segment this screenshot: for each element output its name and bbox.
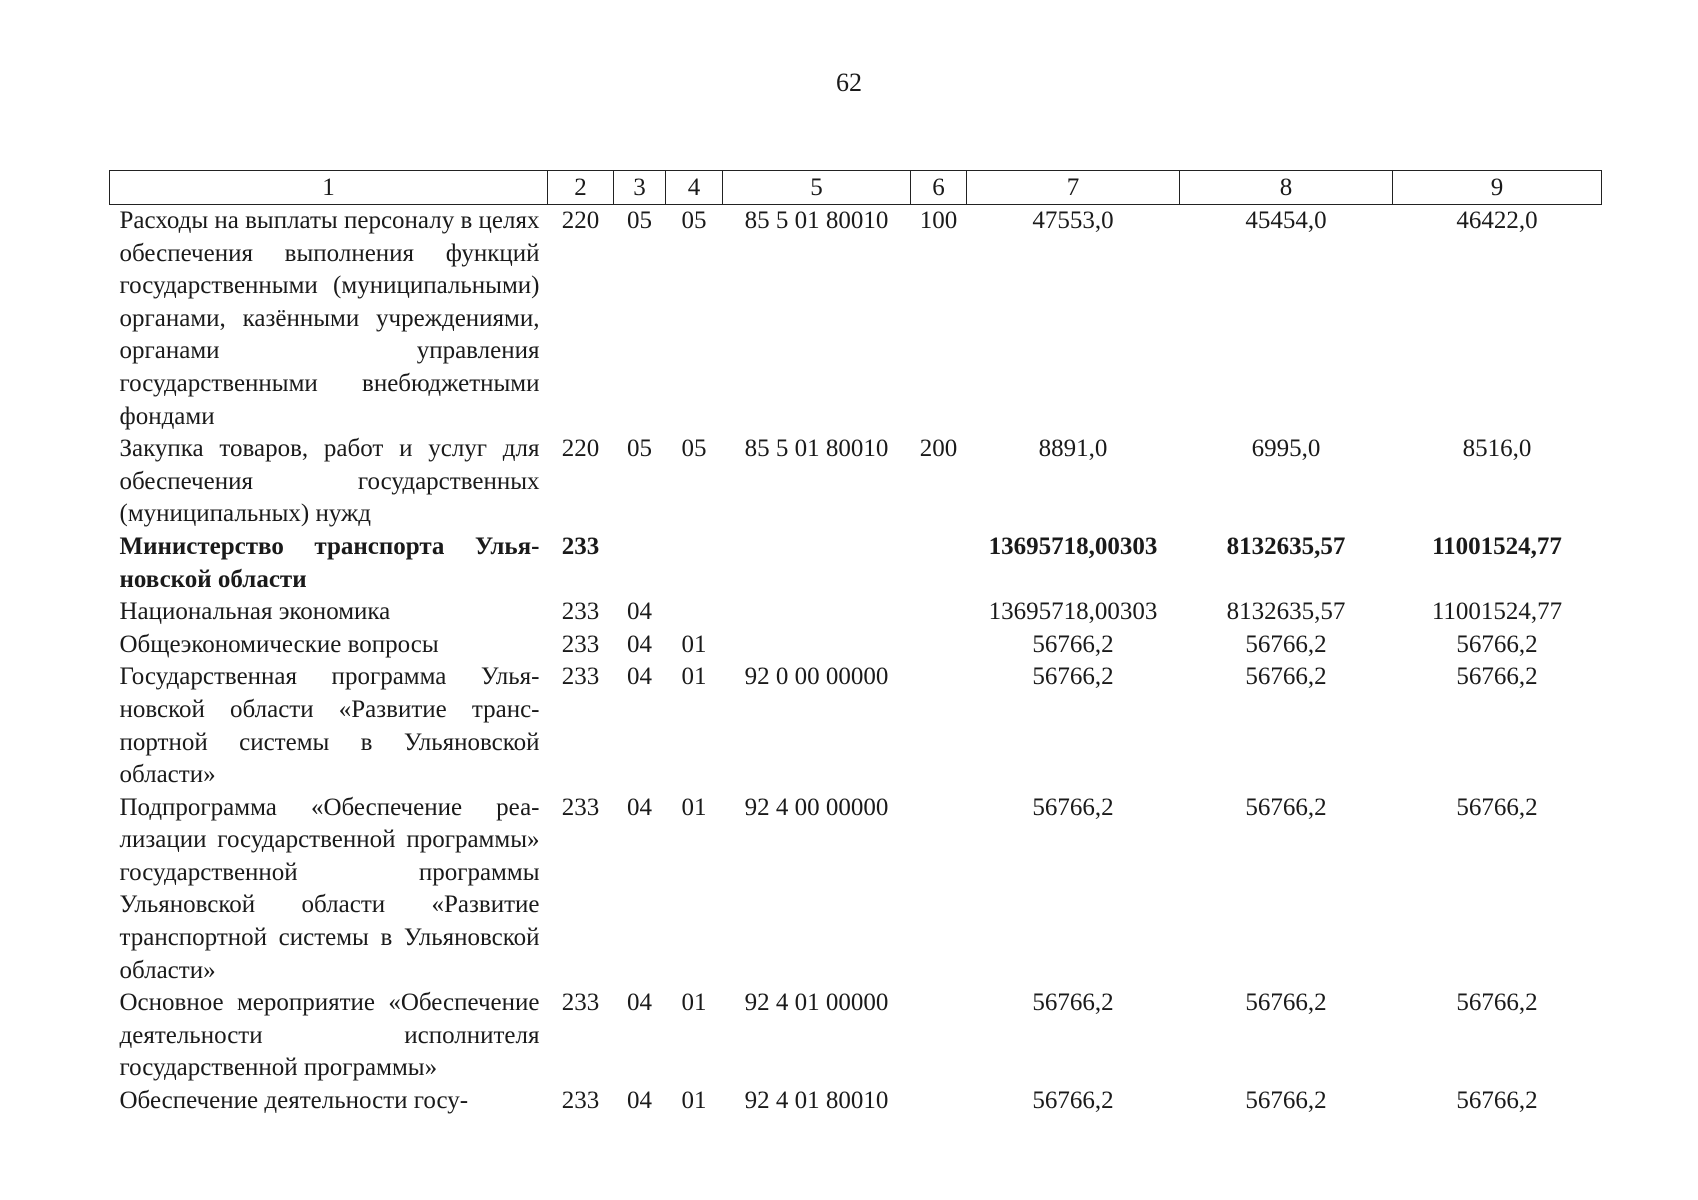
row-subsection-code-cell: 01 (681, 989, 707, 1017)
row-subsection-code-cell: 01 (681, 630, 707, 658)
column-header: 2 (548, 171, 614, 205)
row-target-article-cell: 85 5 01 80010 (744, 207, 889, 234)
table-row (110, 531, 1602, 596)
column-header: 8 (1180, 171, 1393, 205)
row-target-article-cell (723, 629, 911, 662)
table-row (110, 1085, 1602, 1118)
row-expense-type-cell (911, 987, 967, 1085)
row-section-code-cell: 04 (627, 663, 652, 691)
row-name-cell: Государственная программа Ульяновской области «Развитие транспортной системы в Ульяновской области» (119, 663, 540, 789)
table-row (110, 987, 1602, 1085)
row-expense-type-cell (911, 596, 967, 629)
row-ministry-code-cell: 233 (561, 989, 600, 1017)
table-row (110, 433, 1602, 531)
row-amount-col8-cell: 56766,2 (1245, 793, 1327, 821)
row-name-cell: Национальная экономика (119, 598, 391, 626)
row-expense-type-cell (911, 661, 967, 791)
row-amount-col9-cell: 56766,2 (1456, 793, 1538, 821)
row-expense-type-cell (911, 1085, 967, 1118)
row-name-cell: Общеэкономические вопросы (119, 630, 439, 658)
row-amount-col9-cell: 8516,0 (1462, 435, 1532, 463)
row-section-code-cell: 04 (627, 989, 652, 1017)
row-amount-col7-cell: 56766,2 (1032, 663, 1114, 691)
row-amount-col8-cell: 56766,2 (1245, 989, 1327, 1017)
row-target-article-cell (723, 596, 911, 629)
column-header: 6 (911, 171, 967, 205)
budget-table-container (109, 170, 1601, 1118)
row-amount-col8-cell: 45454,0 (1245, 207, 1327, 234)
row-target-article-cell: 92 4 01 00000 (744, 989, 889, 1017)
row-ministry-code-cell: 233 (561, 532, 600, 560)
page-number: 62 (836, 68, 862, 97)
row-amount-col8-cell: 56766,2 (1245, 1087, 1327, 1115)
row-expense-type-cell: 200 (919, 435, 958, 463)
row-subsection-code-cell (666, 531, 723, 596)
row-name-cell: Подпрограмма «Обеспечение реализации государственной программы» государственной программы Ульяновской области «Развитие транспортной системы в Ульяновской области» (119, 793, 540, 984)
row-ministry-code-cell: 220 (561, 435, 600, 463)
row-amount-col8-cell: 8132635,57 (1226, 532, 1346, 560)
row-target-article-cell: 92 0 00 00000 (744, 663, 889, 691)
row-section-code-cell (614, 531, 666, 596)
row-amount-col8-cell: 8132635,57 (1226, 598, 1346, 626)
row-name-cell: Обеспечение деятельности госу- (119, 1087, 469, 1115)
row-amount-col7-cell: 56766,2 (1032, 989, 1114, 1017)
row-name-cell: Основное мероприятие «Обеспечение деятельности исполнителя государственной программы» (119, 989, 540, 1082)
row-amount-col7-cell: 47553,0 (1032, 207, 1114, 234)
row-amount-col7-cell: 13695718,00303 (988, 598, 1158, 626)
row-amount-col9-cell: 56766,2 (1456, 989, 1538, 1017)
row-amount-col9-cell: 56766,2 (1456, 630, 1538, 658)
row-name-cell: Расходы на выплаты персоналу в целях обеспечения выполнения функций государственными (муниципальными) органами, казёнными учреждениями, органами управления государственными внебюджетными фондами (119, 207, 540, 430)
row-expense-type-cell (911, 792, 967, 988)
table-header-row (110, 171, 1602, 205)
row-subsection-code-cell: 01 (681, 663, 707, 691)
table-row (110, 205, 1602, 434)
row-target-article-cell: 85 5 01 80010 (744, 435, 889, 463)
table-row (110, 596, 1602, 629)
row-ministry-code-cell: 233 (561, 598, 600, 626)
row-amount-col9-cell: 11001524,77 (1431, 598, 1563, 626)
row-section-code-cell: 04 (627, 598, 652, 626)
column-header: 1 (110, 171, 548, 205)
row-ministry-code-cell: 233 (561, 630, 600, 658)
row-expense-type-cell (911, 531, 967, 596)
row-target-article-cell: 92 4 00 00000 (744, 793, 889, 821)
budget-table (109, 170, 1602, 1118)
row-amount-col9-cell: 11001524,77 (1432, 532, 1562, 560)
row-subsection-code-cell: 05 (681, 207, 707, 234)
row-ministry-code-cell: 233 (561, 1087, 600, 1115)
table-row (110, 792, 1602, 988)
row-section-code-cell: 04 (627, 1087, 652, 1115)
row-amount-col7-cell: 56766,2 (1032, 793, 1114, 821)
row-subsection-code-cell: 01 (681, 793, 707, 821)
row-amount-col9-cell: 56766,2 (1456, 663, 1538, 691)
row-amount-col8-cell: 56766,2 (1245, 663, 1327, 691)
row-subsection-code-cell: 01 (681, 1087, 707, 1115)
row-name-cell: Министерство транспорта Ульяновской области (119, 532, 540, 593)
row-target-article-cell: 92 4 01 80010 (744, 1087, 889, 1115)
row-target-article-cell (723, 531, 911, 596)
row-section-code-cell: 05 (627, 435, 652, 463)
row-amount-col8-cell: 6995,0 (1251, 435, 1321, 463)
column-header: 7 (967, 171, 1180, 205)
column-header: 4 (666, 171, 723, 205)
row-amount-col7-cell: 8891,0 (1038, 435, 1108, 463)
table-row (110, 629, 1602, 662)
row-amount-col7-cell: 56766,2 (1032, 1087, 1114, 1115)
row-name-cell: Закупка товаров, работ и услуг для обеспечения государственных (муниципальных) нужд (119, 435, 540, 528)
row-amount-col7-cell: 13695718,00303 (988, 532, 1158, 560)
row-ministry-code-cell: 220 (561, 207, 600, 234)
row-subsection-code-cell: 05 (681, 435, 707, 463)
table-row (110, 661, 1602, 791)
row-amount-col7-cell: 56766,2 (1032, 630, 1114, 658)
row-expense-type-cell: 100 (919, 207, 958, 234)
row-section-code-cell: 04 (627, 793, 652, 821)
row-subsection-code-cell (666, 596, 723, 629)
row-section-code-cell: 04 (627, 630, 652, 658)
table-body (110, 205, 1602, 1118)
row-ministry-code-cell: 233 (561, 663, 600, 691)
column-header: 3 (614, 171, 666, 205)
row-amount-col9-cell: 56766,2 (1456, 1087, 1538, 1115)
column-header: 5 (723, 171, 911, 205)
column-header: 9 (1393, 171, 1602, 205)
row-expense-type-cell (911, 629, 967, 662)
row-ministry-code-cell: 233 (561, 793, 600, 821)
row-amount-col9-cell: 46422,0 (1456, 207, 1538, 234)
row-amount-col8-cell: 56766,2 (1245, 630, 1327, 658)
row-section-code-cell: 05 (627, 207, 652, 234)
